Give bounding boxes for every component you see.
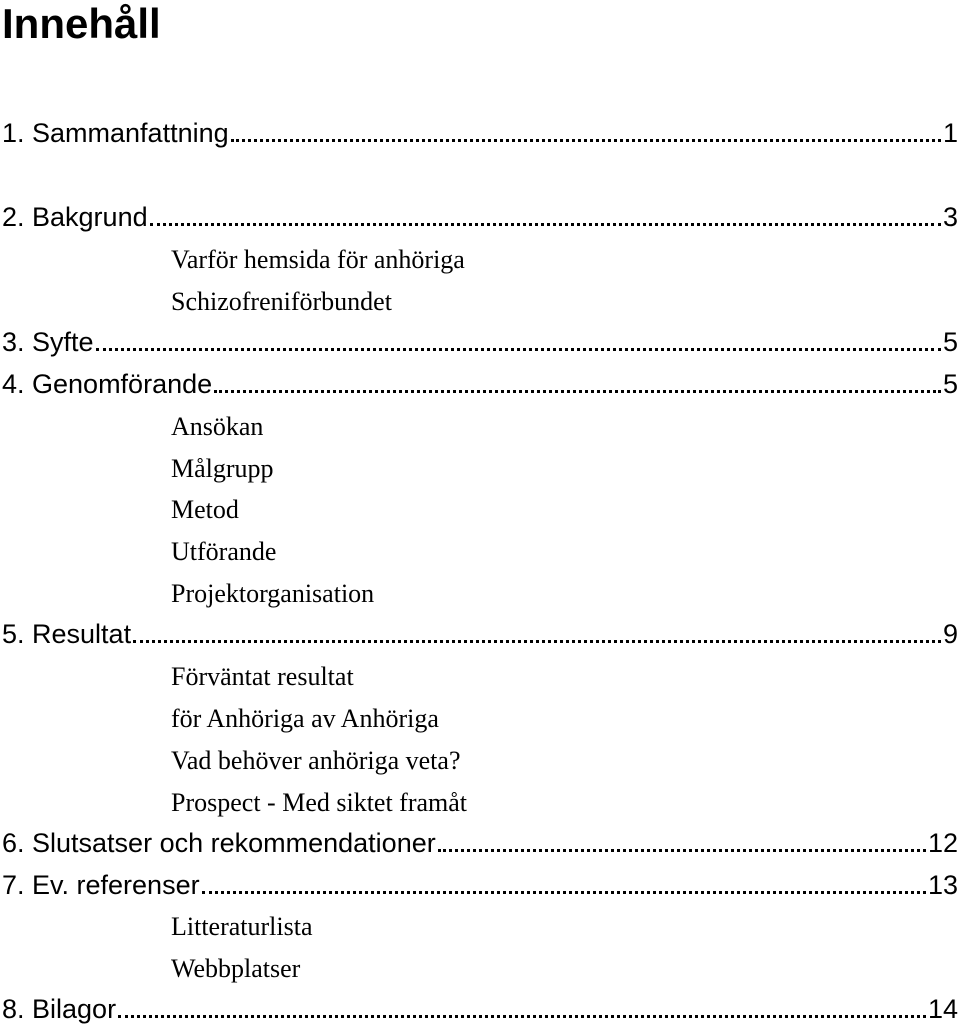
toc-subentry-label: Projektorganisation bbox=[171, 579, 375, 608]
toc-subentry-label: Metod bbox=[171, 495, 239, 524]
dot-leader bbox=[150, 223, 941, 226]
toc-subentry-malgrupp[interactable] bbox=[171, 454, 958, 484]
toc-subentry-label: för Anhöriga av Anhöriga bbox=[171, 704, 439, 733]
toc-page-number: 3 bbox=[942, 202, 958, 232]
toc-entry-label: 2. Bakgrund bbox=[2, 202, 148, 232]
toc-subentry-webbplatser[interactable] bbox=[171, 954, 958, 984]
toc-entry-bakgrund[interactable] bbox=[2, 202, 958, 232]
toc-page-number: 13 bbox=[927, 870, 958, 900]
toc-entry-label: 3. Syfte bbox=[2, 327, 94, 357]
dot-leader bbox=[133, 640, 941, 643]
toc-subentry-label: Varför hemsida för anhöriga bbox=[171, 245, 465, 274]
toc-subentry-label: Vad behöver anhöriga veta? bbox=[171, 746, 461, 775]
toc-subentry-label: Målgrupp bbox=[171, 454, 274, 483]
toc-subentry-label: Förväntat resultat bbox=[171, 662, 354, 691]
toc-page-number: 12 bbox=[927, 828, 958, 858]
toc-subentry-metod[interactable] bbox=[171, 495, 958, 525]
dot-leader bbox=[214, 390, 941, 393]
toc-subentry-litteraturlista[interactable] bbox=[171, 912, 958, 942]
toc-entry-label: 4. Genomförande bbox=[2, 369, 213, 399]
dot-leader bbox=[202, 891, 926, 894]
dot-leader bbox=[438, 849, 926, 852]
toc-entry-referenser[interactable] bbox=[2, 870, 958, 900]
toc-entry-label: 8. Bilagor bbox=[2, 994, 117, 1024]
toc-subentry-forvantat-resultat[interactable] bbox=[171, 662, 958, 692]
toc-entry-syfte[interactable] bbox=[2, 327, 958, 357]
toc-subentry-label: Ansökan bbox=[171, 412, 264, 441]
toc-subentry-schizofreniforbundet[interactable] bbox=[171, 287, 958, 317]
toc-subentry-projektorganisation[interactable] bbox=[171, 579, 958, 609]
toc-page-number: 5 bbox=[942, 369, 958, 399]
toc-entry-bilagor[interactable] bbox=[2, 994, 958, 1024]
toc-subentry-label: Litteraturlista bbox=[171, 912, 313, 941]
toc-subentry-prospect[interactable] bbox=[171, 788, 958, 818]
toc-page-number: 9 bbox=[942, 619, 958, 649]
toc-subentry-for-anhoriga[interactable] bbox=[171, 704, 958, 734]
toc-entry-genomforande[interactable] bbox=[2, 369, 958, 399]
toc-entry-sammanfattning[interactable] bbox=[2, 118, 958, 148]
toc-entry-label: 7. Ev. referenser bbox=[2, 870, 200, 900]
toc-page-number: 5 bbox=[942, 327, 958, 357]
toc-entry-resultat[interactable] bbox=[2, 619, 958, 649]
toc-subentry-vad-behover[interactable] bbox=[171, 746, 958, 776]
toc-page-number: 1 bbox=[942, 118, 958, 148]
toc-subentry-label: Webbplatser bbox=[171, 954, 301, 983]
page-title: Innehåll bbox=[2, 0, 161, 47]
dot-leader bbox=[118, 1015, 926, 1018]
toc-entry-slutsatser[interactable] bbox=[2, 828, 958, 858]
toc-entry-label: 5. Resultat bbox=[2, 619, 132, 649]
toc-subentry-label: Utförande bbox=[171, 537, 277, 566]
toc-subentry-label: Schizofreniförbundet bbox=[171, 287, 392, 316]
toc-page-number: 14 bbox=[927, 994, 958, 1024]
dot-leader bbox=[231, 139, 941, 142]
dot-leader bbox=[96, 348, 941, 351]
toc-subentry-varfor-hemsida[interactable] bbox=[171, 245, 958, 275]
toc-subentry-utforande[interactable] bbox=[171, 537, 958, 567]
toc-entry-label: 1. Sammanfattning bbox=[2, 118, 229, 148]
toc-entry-label: 6. Slutsatser och rekommendationer bbox=[2, 828, 436, 858]
toc-subentry-label: Prospect - Med siktet framåt bbox=[171, 788, 468, 817]
toc-subentry-ansokan[interactable] bbox=[171, 412, 958, 442]
